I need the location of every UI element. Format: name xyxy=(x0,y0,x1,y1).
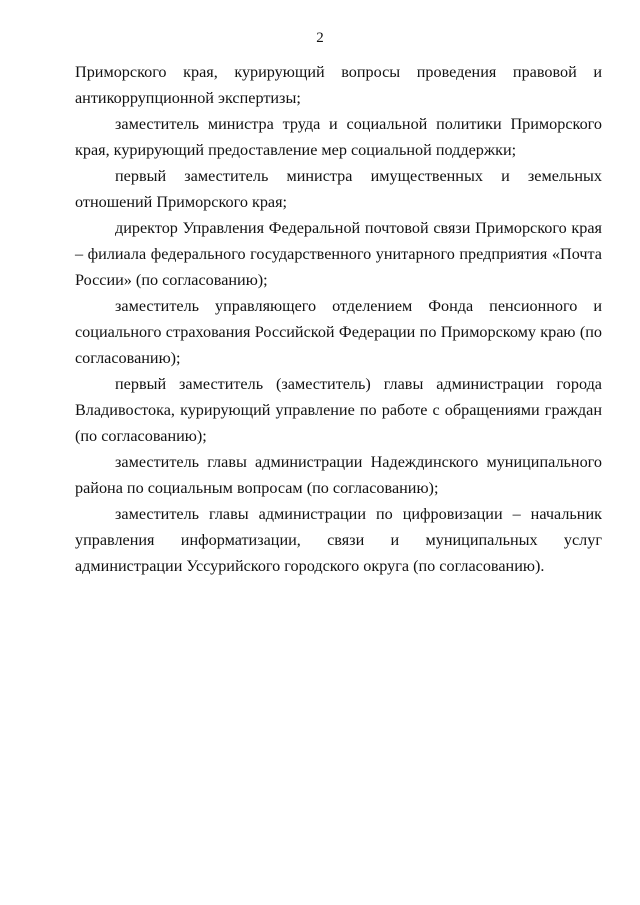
paragraph-8: заместитель главы администрации по цифровизации – начальник управления информатизации, связи и муниципальных услуг администрации Уссурийского городского округа (по согласованию). xyxy=(75,505,602,575)
paragraph-2: заместитель министра труда и социальной политики Приморского края, курирующий предоставление мер социальной поддержки; xyxy=(75,115,602,159)
document-body xyxy=(75,59,602,579)
paragraph-3: первый заместитель министра имущественных и земельных отношений Приморского края; xyxy=(75,167,602,211)
paragraph-7: заместитель главы администрации Надеждинского муниципального района по социальным вопросам (по согласованию); xyxy=(75,453,602,497)
paragraph-4: директор Управления Федеральной почтовой связи Приморского края – филиала федерального государственного унитарного предприятия «Почта России» (по согласованию); xyxy=(75,219,602,289)
paragraph-1: Приморского края, курирующий вопросы проведения правовой и антикоррупционной экспертизы; xyxy=(75,63,602,107)
page-number: 2 xyxy=(316,30,324,46)
paragraph-5: заместитель управляющего отделением Фонда пенсионного и социального страхования Российской Федерации по Приморскому краю (по согласованию); xyxy=(75,297,602,367)
paragraph-6: первый заместитель (заместитель) главы администрации города Владивостока, курирующий управление по работе с обращениями граждан (по согласованию); xyxy=(75,375,602,445)
